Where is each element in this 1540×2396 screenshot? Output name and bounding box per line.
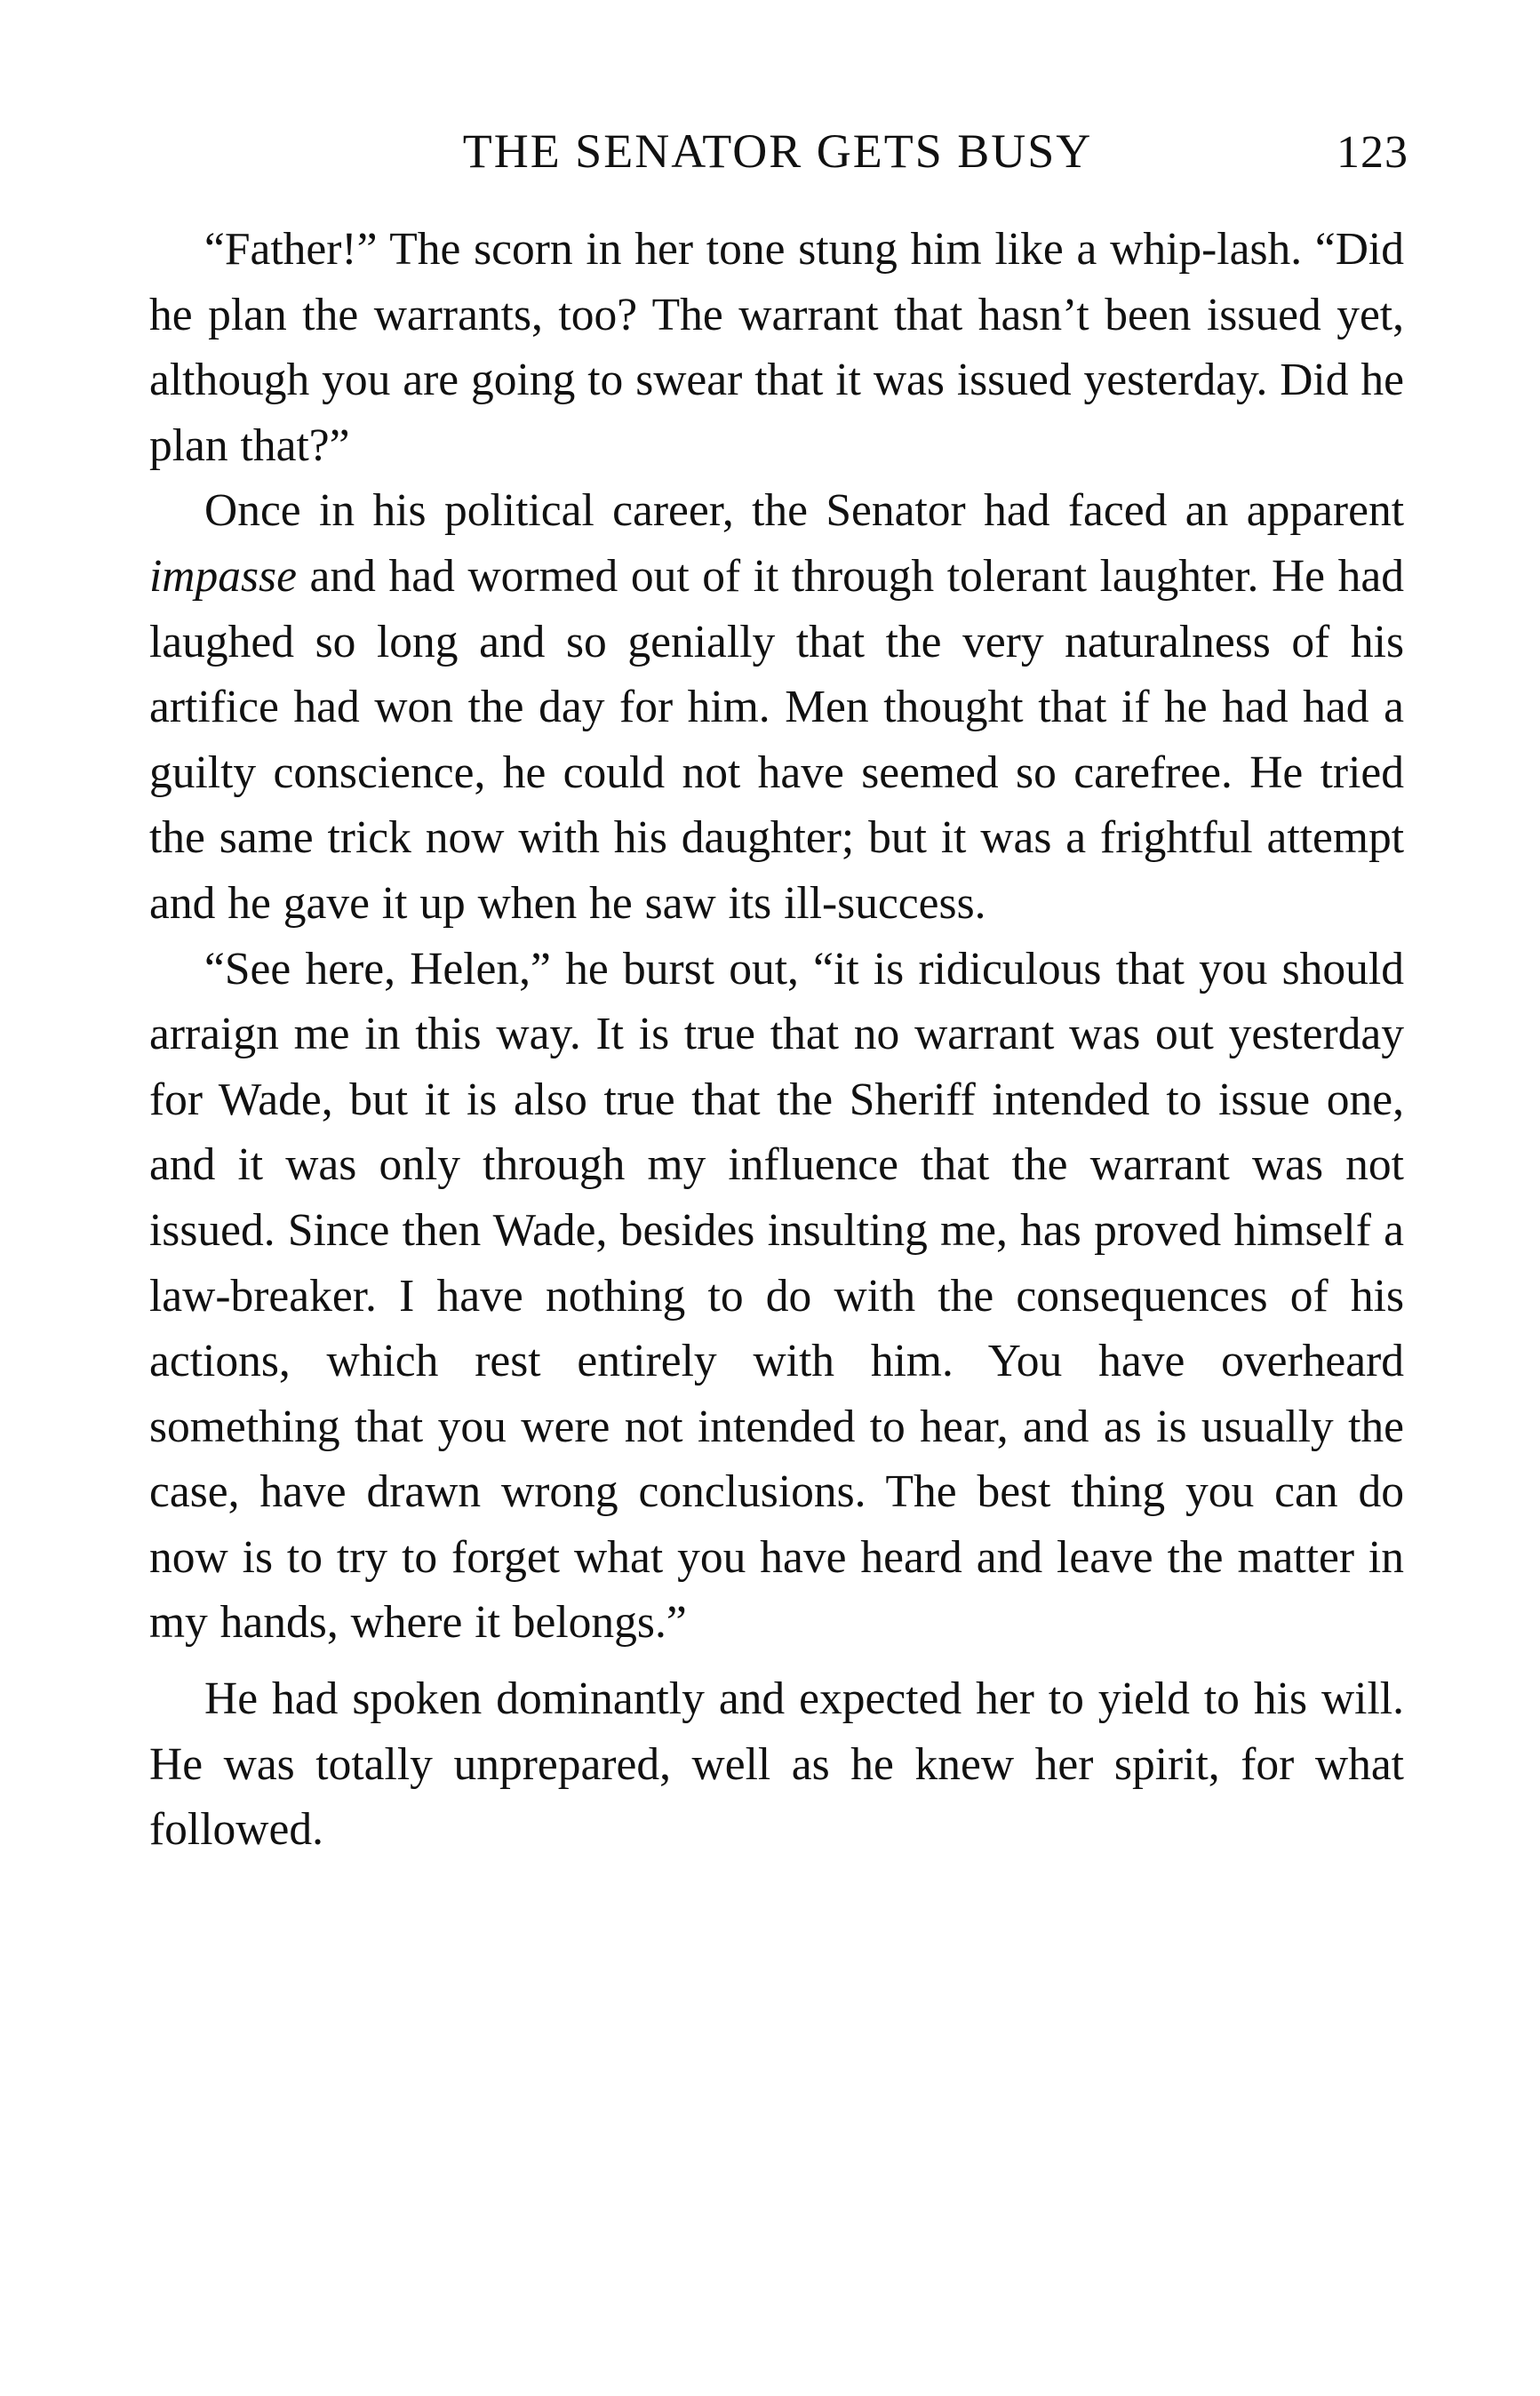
page-number: 123	[1337, 127, 1408, 178]
paragraph-2-before: Once in his political career, the Senator had faced an apparent	[204, 485, 1404, 537]
running-head	[147, 120, 1408, 182]
paragraph-2-after: and had wormed out of it through tolerant laughter. He had laughed so long and so genially that the very naturalness of his artifice had won the day for him. Men thought that if he had had a guilty conscience, he could not have seemed so carefree. He tried the same trick now with his daughter; but it was a frightful attempt and he gave it up when he saw its ill-success.	[149, 550, 1404, 929]
paragraph-2-emphasis: impasse	[149, 550, 297, 602]
paragraph-4: He had spoken dominantly and expected her to yield to his will. He was totally unprepared, well as he knew her spirit, for what followed.	[149, 1673, 1404, 1856]
paragraph-2	[149, 478, 1404, 936]
paragraph-3: “See here, Helen,” he burst out, “it is ridiculous that you should arraign me in this way. It is true that no warrant was out yesterday for Wade, but it is also true that the Sheriff intended to issue one, and it was only through my influence that the warrant was not issued. Since then Wade, besides insulting me, has proved himself a law-breaker. I have nothing to do with the consequences of his actions, which rest entirely with him. You have overheard something that you were not intended to hear, and as is usually the case, have drawn wrong conclusions. The best thing you can do now is to try to forget what you have heard and leave the matter in my hands, where it belongs.”	[149, 943, 1404, 1649]
paragraph-1: “Father!” The scorn in her tone stung him like a whip-lash. “Did he plan the warrants, too? The warrant that hasn’t been issued yet, although you are going to swear that it was issued yesterday. Did he plan that?”	[149, 224, 1404, 471]
body-text	[149, 217, 1404, 1863]
running-title: THE SENATOR GETS BUSY	[462, 124, 1093, 178]
